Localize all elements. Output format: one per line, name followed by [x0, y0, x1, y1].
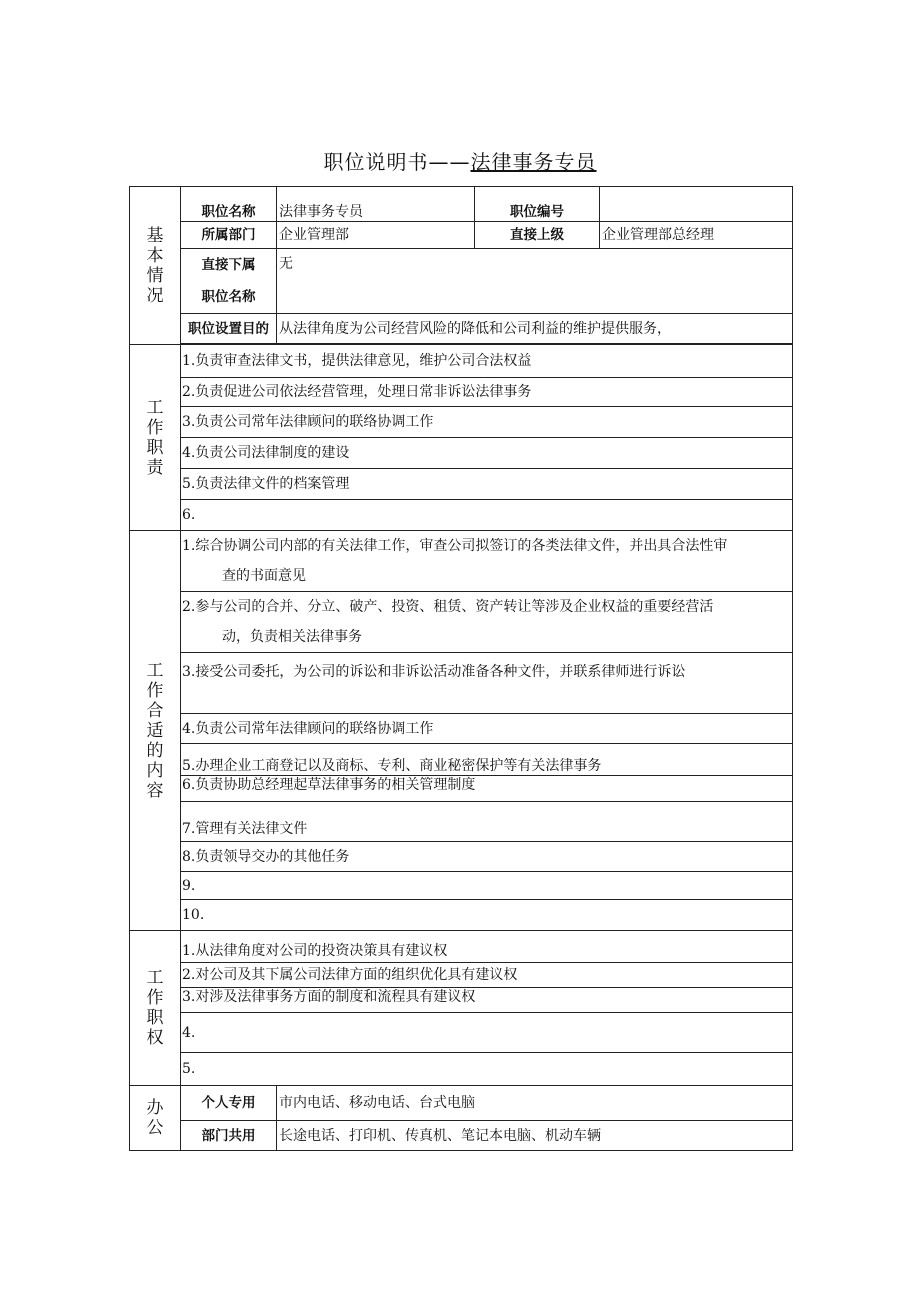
- value-department: 企业管理部: [277, 222, 475, 249]
- duty-item: 3.负责公司常年法律顾问的联络协调工作: [181, 407, 793, 438]
- label-subordinate: 直接下属 职位名称: [181, 249, 277, 314]
- value-superior: 企业管理部总经理: [600, 222, 793, 249]
- label-personal-use: 个人专用: [181, 1086, 277, 1121]
- duty-item: 1.负责审查法律文书，提供法律意见，维护公司合法权益: [181, 345, 793, 378]
- content-item: 3.接受公司委托，为公司的诉讼和非诉讼活动准备各种文件，并联系律师进行诉讼: [181, 653, 793, 714]
- authority-item: 3.对涉及法律事务方面的制度和流程具有建议权: [181, 988, 793, 1013]
- content-item: 4.负责公司常年法律顾问的联络协调工作: [181, 714, 793, 744]
- content-item: 8.负责领导交办的其他任务: [181, 842, 793, 872]
- label-shared-use: 部门共用: [181, 1121, 277, 1151]
- value-position-name: 法律事务专员: [277, 187, 475, 222]
- content-item: 7.管理有关法律文件: [181, 802, 793, 842]
- page-title: [0, 146, 920, 175]
- value-subordinate: 无: [277, 249, 793, 314]
- authority-item: 5.: [181, 1053, 793, 1086]
- title-position: 法律事务专员: [470, 150, 597, 174]
- section-authority: 工作职权: [130, 931, 181, 1086]
- duty-item: 4.负责公司法律制度的建设: [181, 438, 793, 469]
- section-content: 工作合适的内容: [130, 531, 181, 931]
- content-item: 1.综合协调公司内部的有关法律工作，审查公司拟签订的各类法律文件，并出具合法性审 查的书面意见: [181, 531, 793, 592]
- label-position-name: 职位名称: [181, 187, 277, 222]
- job-description-table: [129, 186, 793, 1151]
- authority-item: 1.从法律角度对公司的投资决策具有建议权: [181, 931, 793, 963]
- value-shared-use: 长途电话、打印机、传真机、笔记本电脑、机动车辆: [277, 1121, 793, 1151]
- value-position-code: [600, 187, 793, 222]
- authority-item: 2.对公司及其下属公司法律方面的组织优化具有建议权: [181, 963, 793, 988]
- duty-item: 5.负责法律文件的档案管理: [181, 469, 793, 500]
- label-position-code: 职位编号: [475, 187, 600, 222]
- content-item: 9.: [181, 872, 793, 900]
- content-item: 2.参与公司的合并、分立、破产、投资、租赁、资产转让等涉及企业权益的重要经营活 动，负责相关法律事务: [181, 592, 793, 653]
- label-purpose: 职位设置目的: [181, 314, 277, 344]
- value-personal-use: 市内电话、移动电话、台式电脑: [277, 1086, 793, 1121]
- value-purpose: 从法律角度为公司经营风险的降低和公司利益的维护提供服务，: [277, 314, 793, 344]
- content-item: 6.负责协助总经理起草法律事务的相关管理制度: [181, 776, 793, 802]
- authority-item: 4.: [181, 1013, 793, 1053]
- section-duties: 工作职责: [130, 345, 181, 531]
- section-office: 办公: [130, 1086, 181, 1151]
- section-basic: 基本情况: [130, 187, 181, 345]
- duty-item: 2.负责促进公司依法经营管理，处理日常非诉讼法律事务: [181, 378, 793, 407]
- duty-item: 6.: [181, 500, 793, 531]
- content-item: 5.办理企业工商登记以及商标、专利、商业秘密保护等有关法律事务: [181, 744, 793, 776]
- label-superior: 直接上级: [475, 222, 600, 249]
- content-item: 10.: [181, 900, 793, 931]
- title-prefix: 职位说明书——: [323, 150, 471, 174]
- label-department: 所属部门: [181, 222, 277, 249]
